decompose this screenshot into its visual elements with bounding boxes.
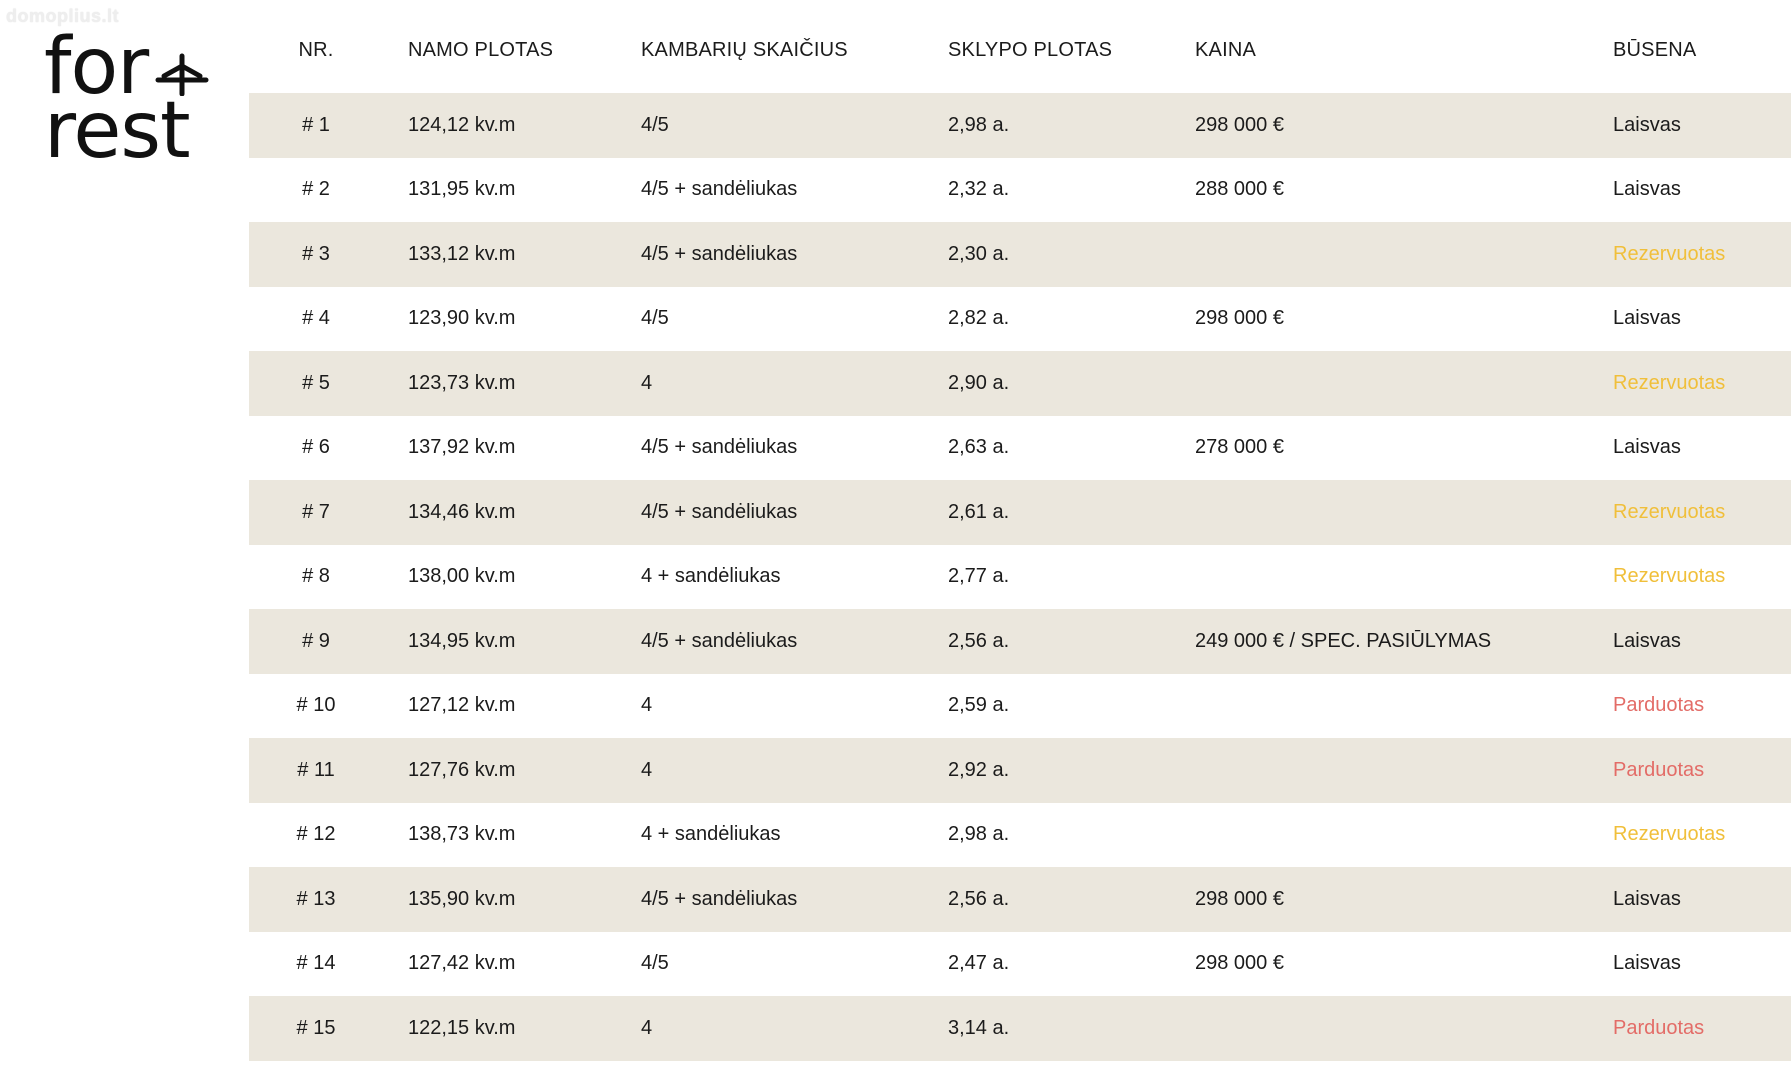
- row-rooms: 4/5 + sandėliukas: [641, 436, 798, 459]
- table-row[interactable]: [249, 932, 1791, 997]
- row-house-area: 127,76 kv.m: [408, 758, 516, 781]
- row-plot-area: 2,98 a.: [948, 823, 1010, 846]
- row-plot-area: 2,82 a.: [948, 307, 1010, 330]
- row-nr: # 6: [302, 436, 330, 459]
- row-house-area: 123,73 kv.m: [408, 371, 516, 394]
- row-status: Rezervuotas: [1613, 500, 1726, 523]
- row-plot-area: 2,30 a.: [948, 242, 1010, 265]
- row-house-area: 134,46 kv.m: [408, 500, 516, 523]
- row-plot-area: 2,59 a.: [948, 694, 1010, 717]
- row-price: 298 000 €: [1195, 113, 1284, 136]
- header-plot-area: SKLYPO PLOTAS: [948, 38, 1113, 61]
- row-nr: # 1: [302, 113, 330, 136]
- row-house-area: 135,90 kv.m: [408, 887, 516, 910]
- row-plot-area: 2,56 a.: [948, 887, 1010, 910]
- row-status: Rezervuotas: [1613, 242, 1726, 265]
- row-status: Rezervuotas: [1613, 371, 1726, 394]
- table-row[interactable]: [249, 867, 1791, 932]
- header-price: KAINA: [1195, 38, 1257, 61]
- row-plot-area: 2,61 a.: [948, 500, 1010, 523]
- row-status: Laisvas: [1613, 178, 1681, 201]
- row-nr: # 4: [302, 307, 330, 330]
- row-nr: # 12: [296, 823, 336, 846]
- row-price: 288 000 €: [1195, 178, 1284, 201]
- table-row[interactable]: [249, 803, 1791, 868]
- row-rooms: 4/5: [641, 307, 669, 330]
- table-row[interactable]: [249, 545, 1791, 610]
- row-house-area: 123,90 kv.m: [408, 307, 516, 330]
- table-body: [249, 93, 1791, 1061]
- table-row[interactable]: [249, 222, 1791, 287]
- forrest-logo[interactable]: [44, 22, 214, 176]
- header-house-area: NAMO PLOTAS: [408, 38, 554, 61]
- row-nr: # 11: [297, 758, 335, 781]
- table-row[interactable]: [249, 996, 1791, 1061]
- row-house-area: 133,12 kv.m: [408, 242, 516, 265]
- row-nr: # 8: [302, 565, 330, 588]
- row-rooms: 4: [641, 1016, 653, 1039]
- row-nr: # 10: [296, 694, 336, 717]
- row-house-area: 137,92 kv.m: [408, 436, 516, 459]
- row-rooms: 4/5 + sandėliukas: [641, 887, 798, 910]
- logo-text-top: for: [44, 22, 149, 112]
- table-row[interactable]: [249, 93, 1791, 158]
- row-house-area: 127,12 kv.m: [408, 694, 516, 717]
- row-rooms: 4/5 + sandėliukas: [641, 178, 798, 201]
- row-nr: # 13: [296, 887, 336, 910]
- row-price: 298 000 €: [1195, 307, 1284, 330]
- row-nr: # 9: [302, 629, 330, 652]
- row-nr: # 14: [296, 952, 336, 975]
- row-nr: # 5: [302, 371, 330, 394]
- row-price: 298 000 €: [1195, 952, 1284, 975]
- table-row[interactable]: [249, 480, 1791, 545]
- row-price: 278 000 €: [1195, 436, 1284, 459]
- row-rooms: 4 + sandėliukas: [641, 565, 781, 588]
- row-house-area: 122,15 kv.m: [408, 1016, 516, 1039]
- row-plot-area: 2,47 a.: [948, 952, 1010, 975]
- table-header: [249, 0, 1791, 93]
- row-rooms: 4 + sandėliukas: [641, 823, 781, 846]
- row-status: Laisvas: [1613, 887, 1681, 910]
- table-row[interactable]: [249, 287, 1791, 352]
- row-rooms: 4: [641, 371, 653, 394]
- row-rooms: 4/5 + sandėliukas: [641, 242, 798, 265]
- row-nr: # 2: [302, 178, 330, 201]
- row-plot-area: 2,63 a.: [948, 436, 1010, 459]
- row-house-area: 134,95 kv.m: [408, 629, 516, 652]
- row-status: Laisvas: [1613, 307, 1681, 330]
- row-plot-area: 2,77 a.: [948, 565, 1010, 588]
- table-row[interactable]: [249, 609, 1791, 674]
- row-house-area: 138,73 kv.m: [408, 823, 516, 846]
- row-nr: # 15: [296, 1016, 336, 1039]
- row-plot-area: 2,92 a.: [948, 758, 1010, 781]
- row-nr: # 3: [302, 242, 330, 265]
- row-status: Parduotas: [1613, 758, 1705, 781]
- table-row[interactable]: [249, 158, 1791, 223]
- row-house-area: 127,42 kv.m: [408, 952, 516, 975]
- header-status: BŪSENA: [1613, 38, 1697, 61]
- row-nr: # 7: [302, 500, 330, 523]
- row-rooms: 4/5 + sandėliukas: [641, 500, 798, 523]
- row-rooms: 4: [641, 758, 653, 781]
- table-row[interactable]: [249, 738, 1791, 803]
- row-status: Parduotas: [1613, 1016, 1705, 1039]
- row-plot-area: 2,98 a.: [948, 113, 1010, 136]
- houses-table: [249, 0, 1791, 1061]
- row-rooms: 4/5 + sandėliukas: [641, 629, 798, 652]
- row-plot-area: 2,32 a.: [948, 178, 1010, 201]
- row-status: Laisvas: [1613, 436, 1681, 459]
- row-status: Parduotas: [1613, 694, 1705, 717]
- row-rooms: 4/5: [641, 113, 669, 136]
- row-status: Rezervuotas: [1613, 565, 1726, 588]
- table-row[interactable]: [249, 351, 1791, 416]
- row-plot-area: 3,14 a.: [948, 1016, 1010, 1039]
- row-status: Laisvas: [1613, 113, 1681, 136]
- header-nr: NR.: [298, 38, 334, 61]
- table-row[interactable]: [249, 416, 1791, 481]
- row-house-area: 124,12 kv.m: [408, 113, 516, 136]
- row-status: Rezervuotas: [1613, 823, 1726, 846]
- row-house-area: 131,95 kv.m: [408, 178, 516, 201]
- watermark: domoplius.lt: [6, 6, 119, 26]
- row-plot-area: 2,56 a.: [948, 629, 1010, 652]
- header-rooms: KAMBARIŲ SKAIČIUS: [641, 38, 848, 61]
- row-status: Laisvas: [1613, 629, 1681, 652]
- logo-text-bottom: rest: [44, 86, 190, 176]
- row-status: Laisvas: [1613, 952, 1681, 975]
- row-price: 298 000 €: [1195, 887, 1284, 910]
- row-rooms: 4: [641, 694, 653, 717]
- row-plot-area: 2,90 a.: [948, 371, 1010, 394]
- row-price: 249 000 € / SPEC. PASIŪLYMAS: [1195, 629, 1492, 652]
- row-rooms: 4/5: [641, 952, 669, 975]
- row-house-area: 138,00 kv.m: [408, 565, 516, 588]
- table-row[interactable]: [249, 674, 1791, 739]
